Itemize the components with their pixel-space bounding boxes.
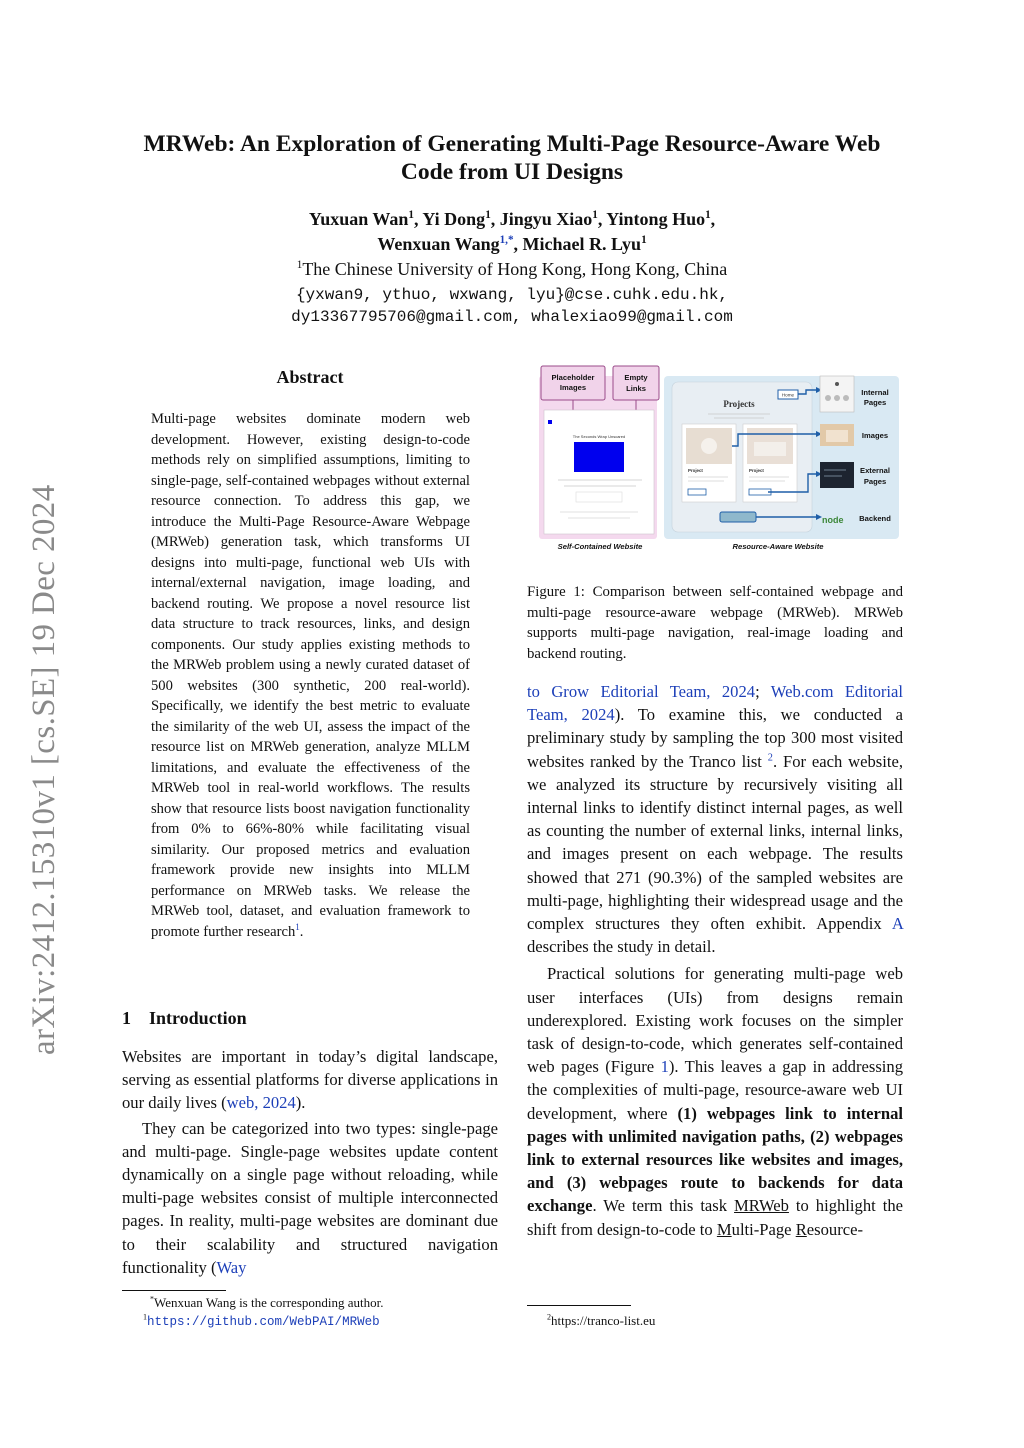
abstract-heading: Abstract <box>276 367 344 387</box>
label-images: Images <box>861 431 889 440</box>
author-sup: 1 <box>592 209 598 221</box>
text-run: to highlight the shift from design-to-code to <box>527 1196 903 1239</box>
footnote-ref[interactable]: 1 <box>295 921 300 932</box>
github-link[interactable]: https://github.com/WebPAI/MRWeb <box>147 1315 380 1329</box>
intro-right-column <box>527 680 903 1241</box>
underlined-letter: M <box>716 1219 732 1239</box>
right-paragraph-1 <box>527 680 903 958</box>
text-run: ). To examine this, we conducted a preliminary study by sampling the top 300 most visited websites ranked by the Tranco list <box>527 705 903 771</box>
intro-left-column <box>122 1045 498 1279</box>
empty-links-label: Links <box>626 384 646 393</box>
footnote-tranco <box>547 1312 655 1329</box>
text-run: . We term this task <box>592 1196 735 1216</box>
figure-caption-left: Self-Contained Website <box>557 542 643 551</box>
browser-heading: The Seconds Wrap Unscared <box>572 434 626 439</box>
affiliation-sup: 1 <box>296 259 303 271</box>
citation-link[interactable]: web, 2024 <box>226 1093 296 1113</box>
text-run: . For each website, we analyzed its structure by recursively visiting all internal links to identify distinct internal pages, as well as counting the number of external links, internal links, and images present on each webpage. The results showed that 271 (90.3%) of the sampled websites are multi-page, highlighting their widespread usage and the complex structures they often exhibit. Appendix <box>527 751 903 934</box>
author-name: Yuxuan Wan <box>308 209 409 229</box>
author-sup: 1 <box>408 209 414 221</box>
empty-links-tag <box>613 366 659 400</box>
citation-link[interactable]: Way <box>216 1257 247 1277</box>
text-run: ). This leaves a gap in addressing the complexities of multi-page, resource-aware web UI development, where <box>527 1057 903 1123</box>
node-logo: node <box>822 515 844 525</box>
right-paragraph-2 <box>527 962 903 1240</box>
external-pages-thumb <box>820 462 854 488</box>
label-external-pages: Pages <box>863 477 887 486</box>
author-sep: , <box>597 209 607 229</box>
author-name: Yi Dong <box>422 209 486 229</box>
email-line-1: {yxwan9, ythuo, wxwang, lyu}@cse.cuhk.edu.hk, <box>295 286 729 304</box>
author-name: Michael R. Lyu <box>522 234 642 254</box>
projects-title: Projects <box>723 399 755 409</box>
underlined-letter: R <box>795 1219 807 1239</box>
label-backend: Backend <box>859 514 891 523</box>
author-sep: , <box>513 234 523 254</box>
footnote-mark: 1 <box>143 1312 148 1322</box>
text-run: esource- <box>806 1219 863 1239</box>
text-run: Websites are important in today’s digital landscape, serving as essential platforms for diverse applications in our daily lives ( <box>122 1047 498 1113</box>
label-internal-pages: Internal <box>861 388 889 397</box>
author-sep: , <box>490 209 500 229</box>
footnote-ref[interactable]: 2 <box>767 752 773 764</box>
author-sup: 1 <box>485 209 491 221</box>
citation-link[interactable]: Web.com Editorial Team, 2024 <box>527 682 903 725</box>
placeholder-image <box>574 442 624 472</box>
author-emails <box>100 284 924 328</box>
empty-links-label: Empty <box>624 373 648 382</box>
footnote-rule <box>527 1305 631 1306</box>
internal-pages-thumb <box>820 376 854 412</box>
text-run: ; <box>755 682 771 701</box>
text-run: Practical solutions for generating multi-page web user interfaces (UIs) from designs remain underexplored. Existing work focuses on the simpler task of design-to-code, which generates self-contained web pages (Figure <box>527 964 903 1077</box>
footnote-github <box>143 1312 380 1331</box>
bold-text: (1) webpages link to internal pages with unlimited navigation paths, (2) webpages link to external resources like websites and images, and (3) webpages route to backends for data exchange <box>527 1103 903 1216</box>
text-run: ). <box>295 1093 306 1113</box>
project-card-label: Project <box>749 468 764 473</box>
author-line-2 <box>100 232 924 257</box>
abstract-end: . <box>299 923 304 940</box>
author-name: Jingyu Xiao <box>499 209 593 229</box>
section-heading <box>122 1008 247 1029</box>
arxiv-stamp: arXiv:2412.15310v1 [cs.SE] 19 Dec 2024 <box>26 484 62 1055</box>
footnote-text: Wenxuan Wang is the corresponding author. <box>154 1295 384 1310</box>
figure-1 <box>538 362 900 552</box>
text-run: They can be categorized into two types: single-page and multi-page. Single-page websites update content dynamically on a single page without reloading, while multi-page websites consist of multiple interconnected pages. In reality, multi-page websites are dominant due to their scalability and structured navigation functionality ( <box>122 1118 498 1277</box>
author-sup: 1,* <box>499 234 514 246</box>
footnote-mark: * <box>150 1294 155 1304</box>
author-name: Yintong Huo <box>606 209 706 229</box>
citation-link[interactable]: to Grow Editorial Team, 2024 <box>527 682 756 701</box>
author-list <box>100 207 924 257</box>
figure-link[interactable]: 1 <box>660 1057 669 1077</box>
intro-paragraph-2 <box>122 1117 498 1279</box>
author-sep: , <box>710 209 716 229</box>
section-number: 1 <box>122 1008 131 1028</box>
label-external-pages: External <box>860 466 890 475</box>
figure-caption-right: Resource-Aware Website <box>732 542 824 551</box>
author-sep: , <box>414 209 423 229</box>
text-run: describes the study in detail. <box>527 937 716 957</box>
abstract-body <box>151 409 470 942</box>
term-mrweb: MRWeb <box>734 1196 789 1216</box>
abstract-text: Multi-page websites dominate modern web development. However, existing design-to-code methods rely on simplified assumptions, limiting to single-page, self-contained webpages without external resource connection. To address this gap, we introduce the Multi-Page Resource-Aware Webpage (MRWeb) generation task, which transforms UI designs into multi-page, functional web UIs with internal/external navigation, image loading, and backend routing. We propose a novel resource list data structure to track resources, links, and design components. Our study applies existing methods to the MRWeb problem using a newly curated dataset of 500 websites (300 synthetic, 200 real-world). Specifically, we identify the best metric to evaluate the similarity of the web UI, assess the impact of the resource list on MRWeb generation, analyze MLLM limitations, and evaluate the effectiveness of the MRWeb tool in real-world workflows. The results show that resource lists boost navigation functionality from 0% to 66%-80% while facilitating visual similarity. Our proposed metrics and evaluation framework provide new insights into MLLM performance on MRWeb tasks. We release the MRWeb tool, dataset, and evaluation framework to promote further research <box>151 411 470 940</box>
tranco-link[interactable]: https://tranco-list.eu <box>551 1313 656 1328</box>
author-sup: 1 <box>705 209 711 221</box>
home-button-label: Home <box>781 392 795 398</box>
title-line-1: MRWeb: An Exploration of Generating Multi-Page Resource-Aware Web <box>143 131 881 157</box>
footnote-mark: 2 <box>547 1312 552 1322</box>
figure-1-caption: Figure 1: Comparison between self-contained webpage and multi-page resource-aware webpage (MRWeb). MRWeb supports multi-page navigation, real-image loading and backend routing. <box>527 584 903 662</box>
author-line-1 <box>100 207 924 232</box>
appendix-link[interactable]: A <box>891 914 903 934</box>
affiliation <box>100 258 924 280</box>
author-sup: 1 <box>641 234 647 246</box>
footnote-rule <box>122 1290 226 1291</box>
project-card-label: Project <box>688 468 703 473</box>
placeholder-tag-label: Placeholder <box>551 373 595 382</box>
footnote-corresponding <box>150 1294 383 1311</box>
section-title: Introduction <box>149 1008 247 1028</box>
intro-paragraph-1 <box>122 1045 498 1115</box>
author-name: Wenxuan Wang <box>377 234 500 254</box>
backend-form-button <box>720 512 756 522</box>
text-run: ulti-Page <box>731 1219 796 1239</box>
title-line-2: Code from UI Designs <box>400 159 624 185</box>
placeholder-tag-label: Images <box>559 383 587 392</box>
paper-title <box>100 130 924 186</box>
label-internal-pages: Pages <box>863 398 887 407</box>
affiliation-text: The Chinese University of Hong Kong, Hong Kong, China <box>302 259 728 279</box>
email-line-2: dy13367795706@gmail.com, whalexiao99@gmail.com <box>291 308 733 326</box>
